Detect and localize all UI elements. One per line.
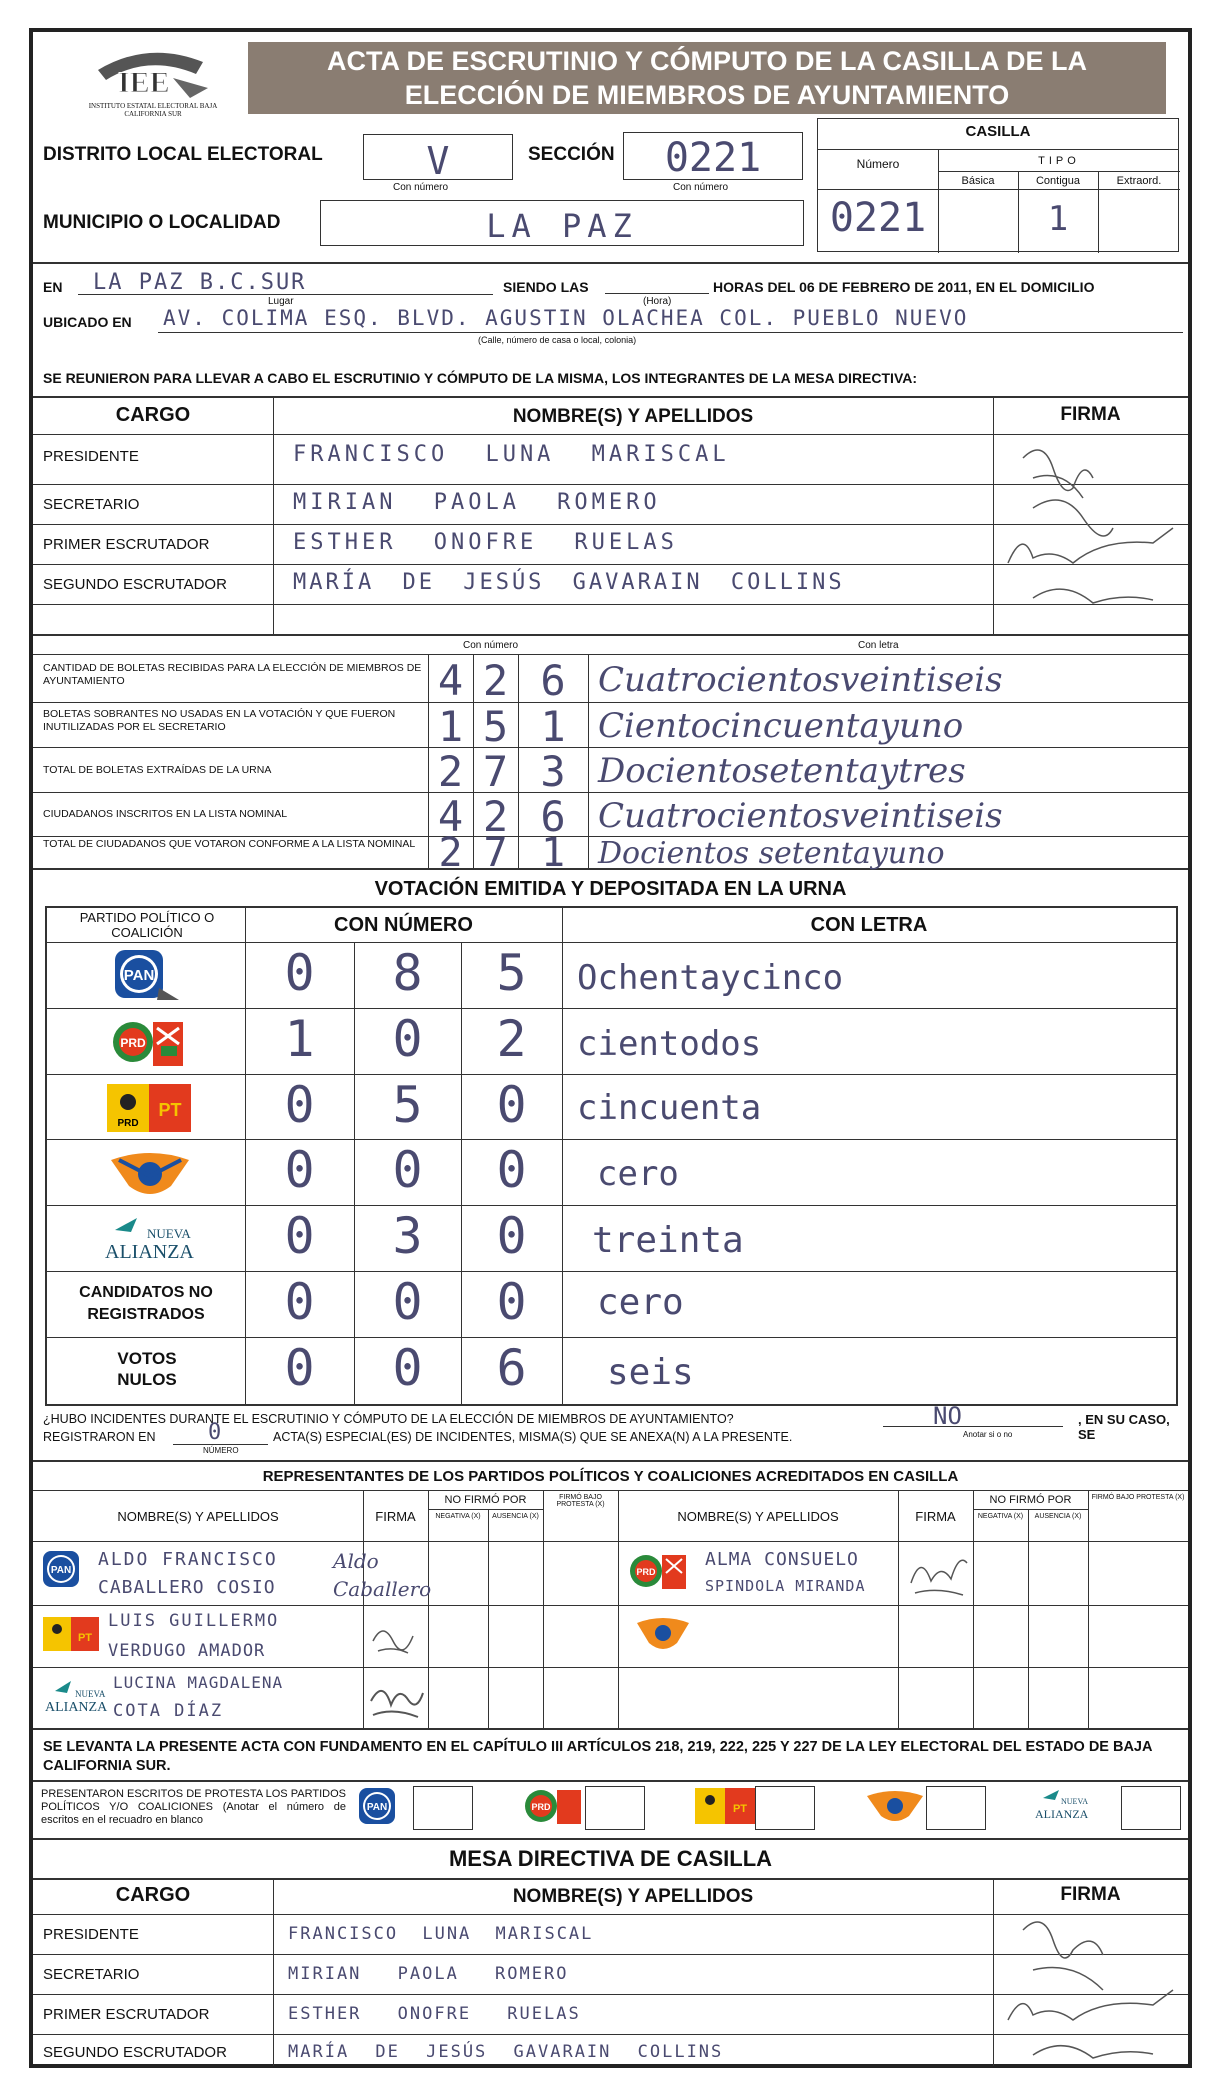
rep-bajo-protesta-left: FIRMÓ BAJO PROTESTA (X) [556, 1494, 605, 1508]
boleta-1-d2[interactable]: 2 [482, 656, 509, 705]
con-numero-caption: Con número [393, 182, 449, 193]
domicilio-value[interactable]: AV. COLIMA ESQ. BLVD. AGUSTIN OLACHEA COL. PUEBLO NUEVO [163, 306, 969, 330]
svg-text:PRD: PRD [636, 1567, 656, 1577]
siendo-label: SIENDO LAS [503, 279, 589, 295]
boleta-5-letra[interactable]: Docientos setentayuno [598, 836, 945, 871]
hora-field[interactable] [605, 293, 709, 294]
mesa2-cargo-primer: PRIMER ESCRUTADOR [43, 2006, 210, 2023]
boleta-2-d3[interactable]: 1 [540, 702, 566, 751]
boleta-3-d2[interactable]: 7 [482, 747, 509, 796]
votacion-title: VOTACIÓN EMITIDA Y DEPOSITADA EN LA URNA [374, 878, 847, 900]
name-secretario[interactable]: MIRIAN PAOLA ROMERO [293, 490, 661, 515]
vot-1-d1[interactable]: 0 [284, 944, 315, 1002]
contigua-value[interactable]: 1 [1047, 199, 1069, 239]
numero-header: CON NÚMERO [334, 914, 473, 936]
rep-left-3-line2[interactable]: COTA DÍAZ [113, 1701, 224, 1721]
boleta-1-letra[interactable]: Cuatrocientosveintiseis [598, 660, 1003, 700]
prd-pt-coalition-logo [105, 1080, 195, 1141]
municipio-value: LA PAZ [486, 207, 638, 245]
vot-1-d3[interactable]: 5 [496, 944, 527, 1002]
boleta-3-d3[interactable]: 3 [540, 747, 566, 796]
vot-1-d2[interactable]: 8 [392, 944, 423, 1002]
lugar-caption: Lugar [268, 296, 294, 307]
svg-text:PT: PT [158, 1100, 182, 1120]
en-label: EN [43, 279, 63, 295]
con-numero-caption-2: Con número [673, 182, 729, 193]
casilla-label: CASILLA [965, 123, 1031, 140]
rep-left-3-line1[interactable]: LUCINA MAGDALENA [113, 1673, 284, 1692]
vot-1-letra[interactable]: Ochentaycinco [577, 958, 844, 998]
vot-3-d2[interactable]: 5 [392, 1076, 423, 1134]
vot-2-d1[interactable]: 1 [284, 1010, 315, 1068]
boleta-3-d1[interactable]: 2 [437, 747, 464, 796]
fundamento-text: SE LEVANTA LA PRESENTE ACTA CON FUNDAMENTO EN EL CAPÍTULO III ARTÍCULOS 218, 219, 222, 225 Y 227 DE LA LEY ELECTORAL DEL ESTADO DE BAJA CALIFORNIA SUR. [43, 1739, 1152, 1774]
boleta-5-d3[interactable]: 1 [540, 830, 566, 876]
boletas-table [33, 640, 1188, 876]
cargo-header: CARGO [115, 404, 191, 426]
boleta-4-d2[interactable]: 2 [482, 792, 509, 841]
seccion-label: SECCIÓN [528, 144, 615, 165]
rep-firma-header-left: FIRMA [375, 1509, 416, 1524]
name-primer[interactable]: ESTHER ONOFRE RUELAS [293, 530, 678, 555]
basica-label: Básica [961, 175, 995, 187]
incidentes-line-1: ¿HUBO INCIDENTES DURANTE EL ESCRUTINIO Y CÓMPUTO DE LA ELECCIÓN DE MIEMBROS DE AYUNTAMIENTO? [43, 1412, 734, 1426]
vot-6-letra[interactable]: cero [597, 1282, 684, 1323]
rep-left-2-line2[interactable]: VERDUGO AMADOR [108, 1641, 266, 1661]
mesa2-cargo-header: CARGO [115, 1884, 191, 1906]
incidentes-numero[interactable]: 0 [208, 1420, 222, 1445]
municipio-label: MUNICIPIO O LOCALIDAD [43, 212, 281, 233]
vot-2-letra[interactable]: cientodos [577, 1024, 762, 1064]
boleta-label-4: CIUDADANOS INSCRITOS EN LA LISTA NOMINAL [43, 808, 288, 820]
rep-left-1-line1[interactable]: ALDO FRANCISCO [98, 1549, 278, 1570]
con-numero-b: Con número [463, 640, 519, 651]
svg-text:ALIANZA: ALIANZA [1035, 1807, 1089, 1821]
rep-ausencia-right: AUSENCIA (X) [1034, 1513, 1082, 1520]
vot-7-letra[interactable]: seis [607, 1352, 694, 1393]
boleta-4-letra[interactable]: Cuatrocientosveintiseis [598, 796, 1003, 836]
votacion-table [45, 906, 1178, 1406]
casilla-numero-value[interactable]: 0221 [829, 195, 927, 241]
protesta-convergencia-icon [863, 1786, 927, 1826]
mesa2-cargo-segundo: SEGUNDO ESCRUTADOR [43, 2044, 227, 2061]
vot-6-d1[interactable]: 0 [284, 1273, 315, 1331]
extraord-label: Extraord. [1116, 175, 1162, 187]
votos-nulos-label: VOTOS NULOS [117, 1349, 177, 1389]
cargo-presidente: PRESIDENTE [43, 448, 139, 465]
rep-right-1-line2[interactable]: SPINDOLA MIRANDA [705, 1577, 866, 1595]
vot-2-d2[interactable]: 0 [392, 1010, 423, 1068]
vot-6-d2[interactable]: 0 [392, 1273, 423, 1331]
hora-caption: (Hora) [643, 296, 672, 307]
firma-header: FIRMA [1060, 404, 1121, 425]
mesa2-title: MESA DIRECTIVA DE CASILLA [448, 1846, 773, 1871]
rep-bajo-protesta-right: FIRMÓ BAJO PROTESTA (X) [1091, 1494, 1185, 1501]
boleta-3-letra[interactable]: Docientosetentaytres [598, 751, 966, 791]
svg-text:PAN: PAN [50, 1565, 72, 1576]
svg-text:PRD: PRD [117, 1118, 139, 1129]
svg-text:PT: PT [732, 1803, 748, 1815]
letra-header: CON LETRA [810, 914, 928, 936]
boleta-2-d2[interactable]: 5 [482, 702, 509, 751]
distrito-field[interactable] [363, 134, 513, 183]
vot-4-d3[interactable]: 0 [496, 1141, 527, 1199]
rep-convergencia-icon [633, 1613, 693, 1657]
svg-text:PAN: PAN [123, 967, 155, 984]
title-line-1: ACTA DE ESCRUTINIO Y CÓMPUTO DE LA CASILLA DE LA [326, 46, 1088, 76]
vot-5-d1[interactable]: 0 [284, 1207, 315, 1265]
nueva-alianza-icon [97, 1210, 207, 1268]
numero-caption-inc: NÚMERO [203, 1446, 239, 1455]
rep-left-2-line1[interactable]: LUIS GUILLERMO [108, 1611, 280, 1631]
vot-7-d3[interactable]: 6 [496, 1339, 527, 1397]
vot-5-d3[interactable]: 0 [496, 1207, 527, 1265]
svg-text:IEE: IEE [118, 66, 170, 99]
tipo-label: TIPO [1038, 155, 1080, 167]
protesta-nueva-alianza-icon [1031, 1786, 1101, 1826]
incidentes-line-2b: ACTA(S) ESPECIAL(ES) DE INCIDENTES, MISMA(S) QUE SE ANEXA(N) A LA PRESENTE. [273, 1430, 793, 1444]
cargo-segundo: SEGUNDO ESCRUTADOR [43, 576, 227, 593]
partido-header: PARTIDO POLÍTICO O COALICIÓN [79, 910, 215, 940]
rep-firma-header-right: FIRMA [915, 1509, 956, 1524]
ubicado-label: UBICADO EN [43, 314, 132, 330]
municipio-field[interactable] [320, 200, 804, 246]
boleta-label-5: TOTAL DE CIUDADANOS QUE VOTARON CONFORME A LA LISTA NOMINAL [43, 838, 416, 850]
boleta-label-2: BOLETAS SOBRANTES NO USADAS EN LA VOTACIÓN Y QUE FUERON INUTILIZADAS POR EL SECRETARIO [43, 708, 396, 733]
boleta-1-d1[interactable]: 4 [437, 656, 464, 705]
mesa2-name-secretario[interactable]: MIRIAN PAOLA ROMERO [288, 1964, 569, 1984]
boleta-label-3: TOTAL DE BOLETAS EXTRAÍDAS DE LA URNA [43, 764, 272, 776]
boleta-2-letra[interactable]: Cientocincuentayuno [598, 706, 964, 746]
pan-logo [109, 948, 189, 1009]
protesta-box-convergencia[interactable] [926, 1786, 986, 1830]
acta-form [29, 28, 1192, 2068]
prd-pt-logo [109, 1014, 189, 1075]
convergencia-logo [105, 1146, 195, 1207]
mesa2-name-primer[interactable]: ESTHER ONOFRE RUELAS [288, 2004, 581, 2024]
vot-4-d2[interactable]: 0 [392, 1141, 423, 1199]
reunieron-text: SE REUNIERON PARA LLEVAR A CABO EL ESCRUTINIO Y CÓMPUTO DE LA MISMA, LOS INTEGRANTES DE LA MESA DIRECTIVA: [43, 370, 918, 386]
mesa2-firma-header: FIRMA [1060, 1884, 1121, 1905]
rep-ausencia-left: AUSENCIA (X) [492, 1513, 539, 1520]
svg-text:PRD: PRD [120, 1036, 146, 1050]
vot-5-letra[interactable]: treinta [592, 1220, 744, 1261]
rep-right-1-signature[interactable] [903, 1543, 973, 1603]
incidentes-line-2a: REGISTRARON EN [43, 1430, 156, 1444]
rep-pan-icon [41, 1549, 93, 1595]
rep-right-1-line1[interactable]: ALMA CONSUELO [705, 1549, 859, 1570]
protesta-box-prd-pt[interactable] [755, 1786, 815, 1830]
pan-icon [109, 948, 189, 1004]
mesa2-name-presidente[interactable]: FRANCISCO LUNA MARISCAL [288, 1924, 594, 1944]
protesta-box-prd[interactable] [585, 1786, 645, 1830]
mesa-directiva-table [33, 396, 1188, 636]
vot-3-d1[interactable]: 0 [284, 1076, 315, 1134]
rep-negativa-left: NEGATIVA (X) [435, 1513, 481, 1520]
representantes-table [33, 1490, 1188, 1730]
rep-prd-pt-icon [41, 1615, 101, 1655]
vot-6-d3[interactable]: 0 [496, 1273, 527, 1331]
protesta-prd-icon [523, 1784, 583, 1830]
svg-text:ALIANZA: ALIANZA [105, 1241, 194, 1263]
boleta-1-d3[interactable]: 6 [540, 656, 566, 705]
rep-prd-icon [628, 1549, 688, 1595]
vot-4-d1[interactable]: 0 [284, 1141, 315, 1199]
nueva-alianza-logo [97, 1210, 207, 1273]
svg-text:PT: PT [77, 1632, 93, 1644]
cargo-primer: PRIMER ESCRUTADOR [43, 536, 210, 553]
representantes-title: REPRESENTANTES DE LOS PARTIDOS POLÍTICOS Y COALICIONES ACREDITADOS EN CASILLA [262, 1468, 959, 1485]
vot-2-d3[interactable]: 2 [496, 1010, 527, 1068]
mesa-signatures[interactable] [1003, 428, 1183, 628]
mesa2-signatures[interactable] [1003, 1910, 1183, 2066]
svg-text:ALIANZA: ALIANZA [45, 1700, 108, 1715]
title-line-2: ELECCIÓN DE MIEMBROS DE AYUNTAMIENTO [404, 80, 1010, 110]
protesta-box-nueva-alianza[interactable] [1121, 1786, 1181, 1830]
mesa2-cargo-secretario: SECRETARIO [43, 1966, 140, 1983]
lugar-value[interactable]: LA PAZ B.C.SUR [93, 270, 307, 295]
mesa2-name-segundo[interactable]: MARÍA DE JESÚS GAVARAIN COLLINS [288, 2042, 724, 2062]
protesta-box-pan[interactable] [413, 1786, 473, 1830]
no-registrados-label: CANDIDATOS NO REGISTRADOS [79, 1284, 213, 1323]
anotar-caption: Anotar si o no [963, 1430, 1013, 1439]
vot-3-d3[interactable]: 0 [496, 1076, 527, 1134]
horas-text: HORAS DEL 06 DE FEBRERO DE 2011, EN EL DOMICILIO [713, 279, 1095, 295]
boleta-4-d1[interactable]: 4 [437, 792, 464, 841]
name-presidente[interactable]: FRANCISCO LUNA MARISCAL [293, 442, 730, 467]
cargo-secretario: SECRETARIO [43, 496, 140, 513]
protesta-pan-icon [355, 1784, 405, 1830]
en-su-caso: , EN SU CASO, SE [1078, 1412, 1170, 1442]
distrito-label: DISTRITO LOCAL ELECTORAL [43, 144, 323, 165]
protesta-prd-pt-icon [693, 1786, 757, 1826]
convergencia-icon [105, 1146, 195, 1202]
title-banner [248, 42, 1166, 114]
boleta-5-d1[interactable]: 2 [438, 830, 463, 876]
boleta-5-d2[interactable]: 7 [483, 830, 508, 876]
mesa2-nombres-header: NOMBRE(S) Y APELLIDOS [512, 1886, 754, 1907]
svg-text:PRD: PRD [531, 1802, 551, 1812]
protesta-text: PRESENTARON ESCRITOS DE PROTESTA LOS PARTIDOS POLÍTICOS Y/O COALICIONES (Anotar el número de escritos en el recuadro en blanco [41, 1788, 346, 1826]
iee-logo [78, 40, 228, 120]
nombres-header: NOMBRE(S) Y APELLIDOS [512, 406, 754, 427]
seccion-field[interactable] [623, 132, 803, 180]
numero-label: Número [856, 157, 900, 171]
mesa2-cargo-presidente: PRESIDENTE [43, 1926, 139, 1943]
svg-text:NUEVA: NUEVA [75, 1689, 106, 1699]
vot-4-letra[interactable]: cero [597, 1154, 679, 1194]
rep-negativa-right: NEGATIVA (X) [977, 1513, 1024, 1520]
rep-left-1-line2[interactable]: CABALLERO COSIO [98, 1577, 276, 1598]
svg-text:NUEVA: NUEVA [1061, 1797, 1088, 1806]
mesa2-table [33, 1878, 1188, 2064]
domicilio-caption: (Calle, número de casa o local, colonia) [478, 335, 637, 345]
rep-nofirmo-right: NO FIRMÓ POR [989, 1494, 1072, 1506]
boleta-label-1: CANTIDAD DE BOLETAS RECIBIDAS PARA LA ELECCIÓN DE MIEMBROS DE AYUNTAMIENTO [43, 662, 422, 687]
rep-left-2-signature[interactable] [363, 1611, 423, 1661]
seccion-value: 0221 [664, 135, 762, 181]
rep-nombres-header-right: NOMBRE(S) Y APELLIDOS [677, 1509, 839, 1524]
rep-nofirmo-left: NO FIRMÓ POR [444, 1494, 527, 1506]
incidentes-respuesta[interactable]: NO [933, 1402, 962, 1430]
name-segundo[interactable]: MARÍA DE JESÚS GAVARAIN COLLINS [293, 570, 845, 595]
casilla-box [817, 118, 1179, 252]
logo-subtitle: INSTITUTO ESTATAL ELECTORAL BAJA CALIFORNIA SUR [88, 102, 218, 118]
rep-left-1-sig[interactable]: Aldo Caballero [333, 1549, 432, 1601]
rep-nueva-alianza-icon [41, 1677, 111, 1721]
con-letra-b: Con letra [858, 640, 899, 651]
vot-5-d2[interactable]: 3 [392, 1207, 423, 1265]
rep-left-3-signature[interactable] [363, 1671, 428, 1727]
distrito-value: V [426, 139, 450, 183]
svg-text:PAN: PAN [366, 1802, 388, 1813]
boleta-2-d1[interactable]: 1 [437, 702, 464, 751]
prd-pt-icon [105, 1080, 195, 1136]
vot-3-letra[interactable]: cincuenta [577, 1088, 762, 1128]
rep-nombres-header-left: NOMBRE(S) Y APELLIDOS [117, 1509, 279, 1524]
svg-text:NUEVA: NUEVA [147, 1226, 191, 1241]
contigua-label: Contigua [1035, 175, 1081, 187]
boleta-4-d3[interactable]: 6 [540, 792, 566, 841]
vot-7-d2[interactable]: 0 [392, 1339, 423, 1397]
prd-coalition-icon [109, 1014, 189, 1070]
vot-7-d1[interactable]: 0 [284, 1339, 315, 1397]
